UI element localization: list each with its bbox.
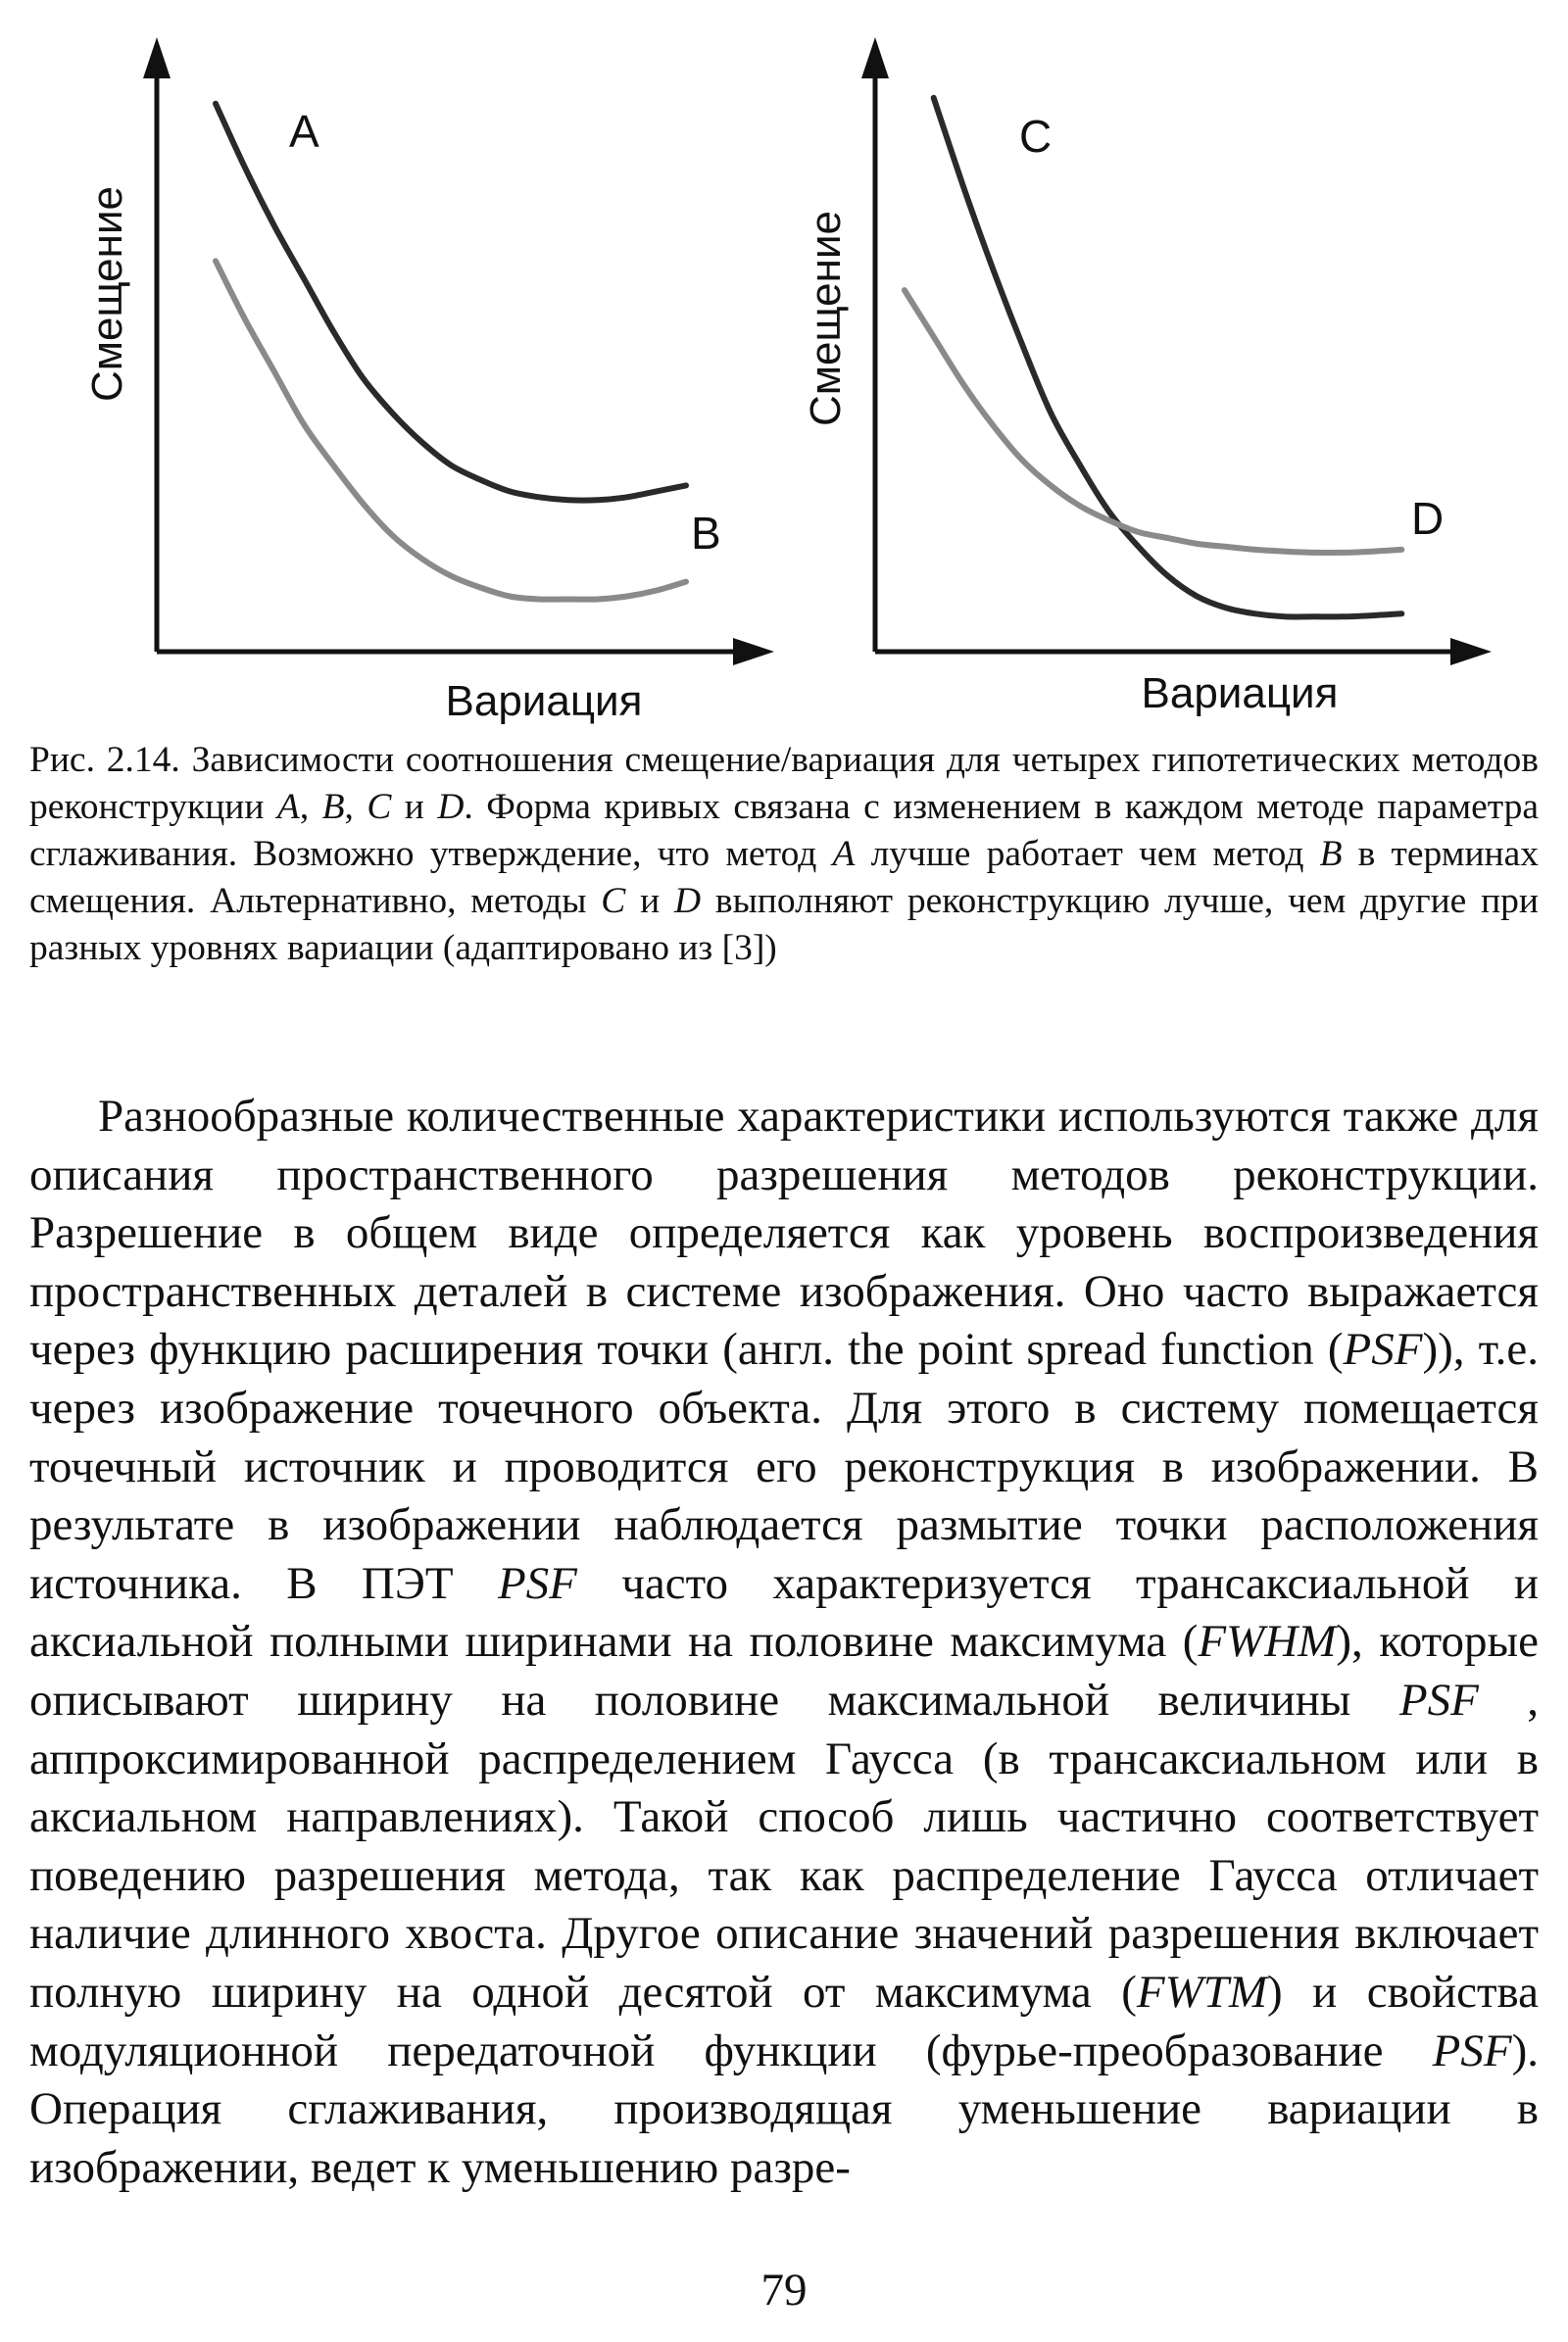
x-axis-label: Вариация xyxy=(1141,669,1339,717)
y-axis-arrow xyxy=(143,37,171,78)
body-paragraph: Разнообразные количественные характеристики используются также для описания пространственного разрешения методов реконструкции. Разрешение в общем виде определяется как уровень воспроизведения пространственных деталей в системе изображения. Оно часто выражается через функцию расширения точки (англ. the point spread function (PSF)), т.е. через изображение точечного объекта. Для этого в систему помещается точечный источник и проводится его реконструкция в изображении. В результате в изображении наблюдается размытие точки расположения источника. В ПЭТ PSF часто характеризуется трансаксиальной и аксиальной полными ширинами на половине максимума (FWHM), которые описывают ширину на половине максимальной величины PSF , аппроксимированной распределением Гаусса (в трансаксиальном или в аксиальном направлениях). Такой способ лишь частично соответствует поведению разрешения метода, так как распределение Гаусса отличает наличие длинного хвоста. Другое описание значений разрешения включает полную ширину на одной десятой от максимума (FWTM) и свойства модуляционной передаточной функции (фурье-преобразование PSF). Операция сглаживания, производящая уменьшение вариации в изображении, ведет к уменьшению разре- xyxy=(29,1091,1540,2193)
series-line-A xyxy=(216,104,686,501)
series-label-B: B xyxy=(691,508,721,559)
series-label-C: C xyxy=(1019,111,1053,162)
x-axis-arrow xyxy=(1450,638,1492,665)
page-number: 79 xyxy=(760,2265,808,2316)
chart-left xyxy=(83,37,774,725)
series-line-B xyxy=(216,261,686,599)
chart-right xyxy=(802,37,1492,717)
series-label-D: D xyxy=(1411,493,1445,544)
x-axis-label: Вариация xyxy=(445,677,643,725)
figure-2-14 xyxy=(0,0,1568,725)
y-axis-arrow xyxy=(861,37,889,78)
series-line-D xyxy=(905,290,1401,553)
figure-caption: Рис. 2.14. Зависимости соотношения смещение/вариация для четырех гипотетических методов реконструкции A, B, C и D. Форма кривых связана с изменением в каждом методе параметра сглаживания. Возможно утверждение, что метод A лучше работает чем метод B в терминах смещения. Альтернативно, методы C и D выполняют реконструкцию лучше, чем другие при разных уровнях вариации (адаптировано из [3]) xyxy=(29,740,1540,968)
y-axis-label: Смещение xyxy=(83,185,131,403)
x-axis-arrow xyxy=(733,638,774,665)
series-label-A: A xyxy=(289,106,319,157)
y-axis-label: Смещение xyxy=(802,210,850,427)
